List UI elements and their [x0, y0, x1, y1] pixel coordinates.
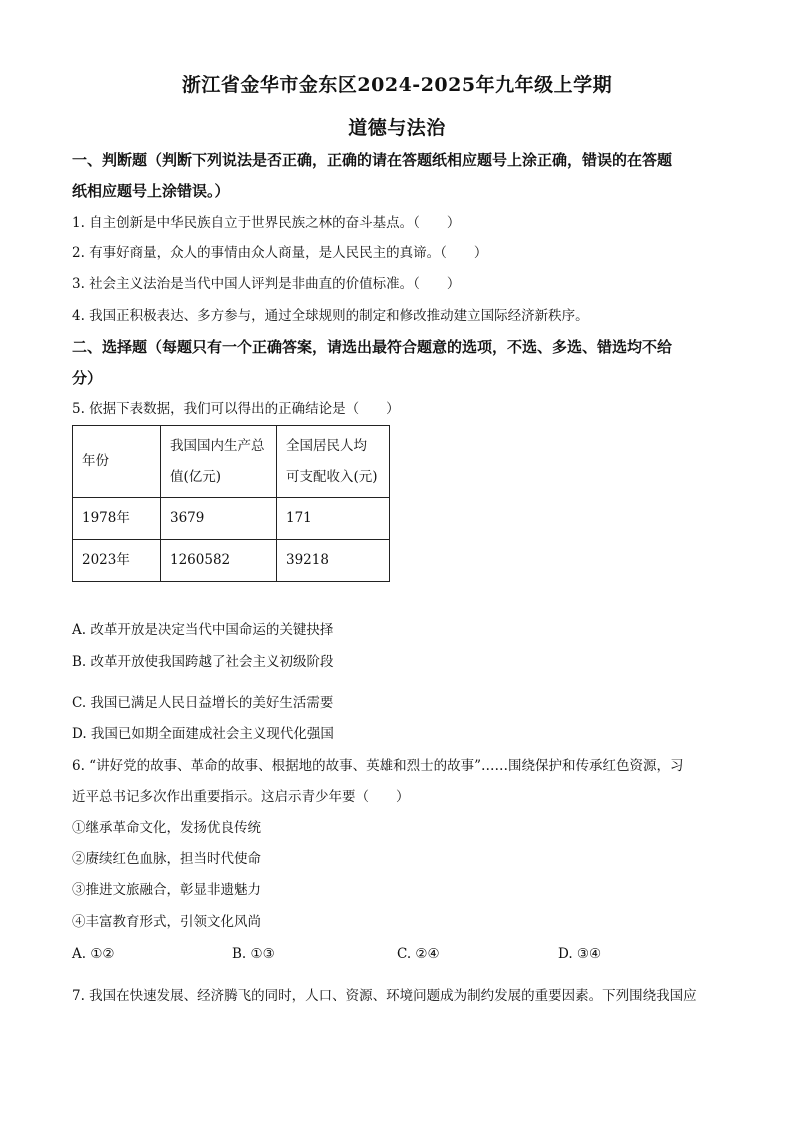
- table-header-text: 全国居民人均: [286, 437, 367, 454]
- question-7-stem-line1: 7. 我国在快速发展、经济腾飞的同时，人口、资源、环境问题成为制约发展的重要因素。下列围绕我国应: [72, 988, 697, 1004]
- question-5-stem: 5. 依据下表数据，我们可以得出的正确结论是（ ）: [72, 401, 400, 417]
- table-cell: 171: [277, 498, 390, 540]
- section2-heading-line1: 二、选择题（每题只有一个正确答案，请选出最符合题意的选项，不选、多选、错选均不给: [72, 338, 673, 356]
- question-6-item: ①继承革命文化，发扬优良传统: [72, 820, 261, 836]
- section2-heading-line2: 分）: [72, 369, 103, 387]
- question-6-option-a: A. ①②: [72, 946, 115, 962]
- subject-title: 道德与法治: [348, 117, 446, 139]
- question-3: 3. 社会主义法治是当代中国人评判是非曲直的价值标准。（ ）: [72, 276, 461, 292]
- question-6-stem-line2: 近平总书记多次作出重要指示。这启示青少年要（ ）: [72, 789, 410, 805]
- question-4: 4. 我国正积极表达、多方参与，通过全球规则的制定和修改推动建立国际经济新秩序。: [72, 308, 589, 324]
- section1-heading-line1: 一、判断题（判断下列说法是否正确，正确的请在答题纸相应题号上涂正确，错误的在答题: [72, 151, 673, 169]
- table-header-text: 年份: [82, 453, 109, 469]
- question-5-option-d: D. 我国已如期全面建成社会主义现代化强国: [72, 726, 334, 742]
- question-6-item: ③推进文旅融合，彰显非遗魅力: [72, 882, 261, 898]
- question-6-item: ②赓续红色血脉，担当时代使命: [72, 851, 261, 867]
- section2-heading: [72, 332, 722, 394]
- question-6-item: ④丰富教育形式，引领文化风尚: [72, 914, 261, 930]
- table-cell: 2023年: [73, 540, 161, 582]
- question-5-option-b: B. 改革开放使我国跨越了社会主义初级阶段: [72, 654, 334, 670]
- table-cell: 3679: [161, 498, 277, 540]
- question-6-option-d: D. ③④: [558, 946, 602, 962]
- table-header-cell: [161, 426, 277, 498]
- table-header-cell: [73, 426, 161, 498]
- table-row: [73, 540, 390, 582]
- table-cell: 1260582: [161, 540, 277, 582]
- table-header-row: [73, 426, 390, 498]
- table-cell: 1978年: [73, 498, 161, 540]
- question-6-option-c: C. ②④: [397, 946, 440, 962]
- question-2: 2. 有事好商量，众人的事情由众人商量，是人民民主的真谛。（ ）: [72, 245, 488, 261]
- table-header-text: 可支配收入(元): [286, 468, 378, 485]
- table-cell: 39218: [277, 540, 390, 582]
- table-header-text: 值(亿元): [170, 468, 222, 485]
- question-1: 1. 自主创新是中华民族自立于世界民族之林的奋斗基点。（ ）: [72, 215, 461, 231]
- section1-heading-line2: 纸相应题号上涂错误。）: [72, 182, 230, 200]
- table-header-cell: [277, 426, 390, 498]
- question-6-stem-line1: 6. “讲好党的故事、革命的故事、根据地的故事、英雄和烈士的故事”……围绕保护和传承红色资源，习: [72, 758, 684, 774]
- table-row: [73, 498, 390, 540]
- table-header-text: 我国国内生产总: [170, 437, 265, 454]
- question-5-option-c: C. 我国已满足人民日益增长的美好生活需要: [72, 695, 334, 711]
- gdp-income-table: [72, 425, 390, 582]
- section1-heading: [72, 145, 722, 207]
- exam-title: 浙江省金华市金东区2024-2025年九年级上学期: [181, 74, 613, 96]
- question-6-option-b: B. ①③: [232, 946, 275, 962]
- question-5-option-a: A. 改革开放是决定当代中国命运的关键抉择: [72, 622, 334, 638]
